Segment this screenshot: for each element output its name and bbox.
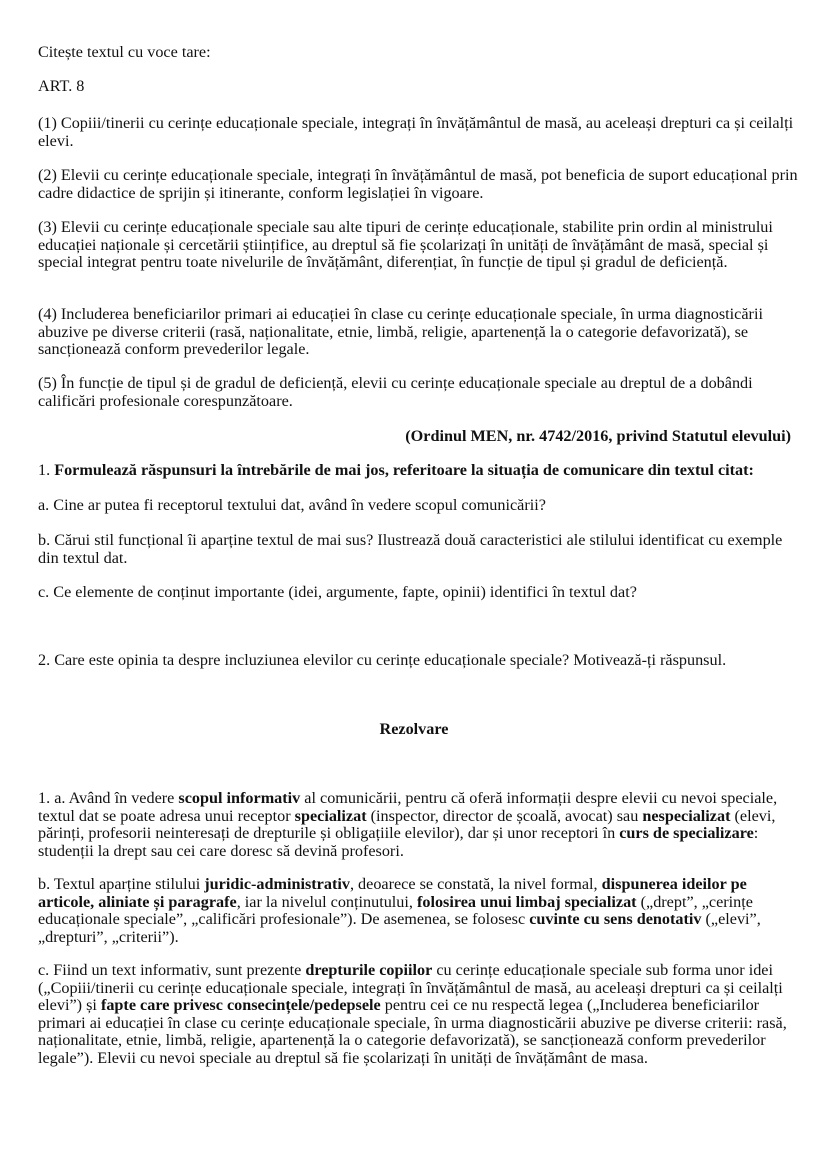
source-citation	[38, 428, 791, 446]
question-a: a. Cine ar putea fi receptorul textului dat, având în vedere scopul comunicării?	[38, 496, 546, 514]
answer-emphasis: juridic-administrativ	[204, 875, 350, 893]
article-paragraph-4: (4) Includerea beneficiarilor primari ai educației în clase cu cerințe educaționale speciale, în urma diagnosticării abuzive pe diverse criterii (rasă, naționalitate, etnie, limbă, religie, apartenență la o categorie defavorizată), se sancționează conform prevederilor legale.	[38, 305, 763, 358]
answer-text: cu cerințe educaționale speciale sub forma unor idei („Copiii/tinerii cu cerințe educaționale speciale, integrați în învățământul de masă, au aceleași drepturi ca și ceilalți elevi”) și	[38, 961, 783, 1014]
answer-text: , iar la nivelul conținutului,	[236, 892, 417, 911]
answer-text: pentru cei ce nu respectă legea („Includerea beneficiarilor primari ai educației în clase cu cerințe educaționale speciale, în urma diagnosticării abuzive pe diverse criterii: rasă, naționalitate, etnie, limbă, religie, apartenență la o categorie defavorizată), se sancționează conform prevederilor legale”). Elevii cu nevoi speciale au dreptul să fie școlarizați în unități de învățământ de masa.	[38, 996, 787, 1067]
answer-1c	[38, 962, 798, 1067]
source-citation-text: (Ordinul MEN, nr. 4742/2016, privind Statutul elevului)	[405, 427, 791, 445]
article-paragraph-3: (3) Elevii cu cerințe educaționale speciale sau alte tipuri de cerințe educaționale, stabilite prin ordin al ministrului educației naționale și cercetării științifice, au dreptul să fie școlarizați în unități de învățământ de masă, special și special integrat pentru toate nivelurile de învățământ, diferențiat, în funcție de tipul și gradul de deficiență.	[38, 218, 773, 271]
answer-text: („elevi”, „drepturi”, „criterii”).	[38, 910, 761, 946]
task-1-text: Formulează răspunsuri la întrebările de mai jos, referitoare la situația de comunicare din textul citat:	[54, 461, 754, 479]
answer-emphasis: curs de specializare	[619, 824, 754, 842]
answer-text: (elevi, părinți, profesorii neinteresați de drepturile și obligațiile elevilor), dar și unor receptori în	[38, 806, 776, 842]
answer-emphasis: dispunerea ideilor pe articole, aliniate și paragrafe	[38, 875, 747, 911]
answer-text: , deoarece se constată, la nivel formal,	[349, 875, 602, 893]
article-paragraph-2: (2) Elevii cu cerințe educaționale speciale, integrați în învățământul de masă, pot beneficia de suport educațional prin cadre didactice de sprijin și itinerante, conform legislației în vigoare.	[38, 166, 798, 202]
task-2-question: 2. Care este opinia ta despre incluziunea elevilor cu cerințe educaționale speciale? Motivează-ți răspunsul.	[38, 651, 727, 669]
solution-heading-text: Rezolvare	[379, 720, 449, 738]
task-1-number: 1.	[38, 461, 55, 479]
intro-line: Citește textul cu voce tare:	[38, 43, 211, 61]
answer-emphasis: specializat	[294, 806, 367, 825]
solution-heading	[38, 721, 790, 739]
answer-emphasis: cuvinte cu sens denotativ	[529, 910, 702, 928]
article-paragraph-5: (5) În funcție de tipul și de gradul de deficiență, elevii cu cerințe educaționale speciale au dreptul de a dobândi calificări profesionale corespunzătoare.	[38, 374, 753, 410]
article-title: ART. 8	[38, 77, 85, 95]
answer-text: (inspector, director de școală, avocat) sau	[366, 806, 643, 825]
answer-text: al comunicării, pentru că oferă informații despre elevii cu nevoi speciale, textul dat se poate adresa unui receptor	[38, 789, 778, 825]
task-1-prompt	[38, 462, 798, 480]
answer-text: : studenții la drept sau cei care doresc să devină profesori.	[38, 824, 759, 860]
answer-emphasis: fapte care privesc consecințele/pedepsele	[100, 996, 381, 1014]
answer-text: 1. a. Având în vedere	[38, 789, 179, 807]
answer-emphasis: nespecializat	[642, 806, 731, 825]
question-b: b. Cărui stil funcțional îi aparține textul de mai sus? Ilustrează două caracteristici ale stilului identificat cu exemple din textul dat.	[38, 531, 783, 567]
answer-emphasis: folosirea unui limbaj specializat	[416, 892, 637, 911]
answer-emphasis: scopul informativ	[178, 789, 301, 807]
answer-text: („drept”, „cerințe educaționale speciale”, „calificări profesionale”). De asemenea, se folosesc	[38, 892, 753, 928]
answer-text: b. Textul aparține stilului	[38, 875, 205, 893]
answer-emphasis: drepturile copiilor	[305, 961, 433, 979]
question-c: c. Ce elemente de conținut importante (idei, argumente, fapte, opinii) identifici în textul dat?	[38, 583, 637, 601]
answer-1b	[38, 876, 798, 946]
answer-text: c. Fiind un text informativ, sunt prezente	[38, 961, 306, 979]
article-paragraph-1: (1) Copiii/tinerii cu cerințe educaționale speciale, integrați în învățământul de masă, au aceleași drepturi ca și ceilalți elevi.	[38, 114, 794, 150]
answer-1a	[38, 790, 798, 860]
